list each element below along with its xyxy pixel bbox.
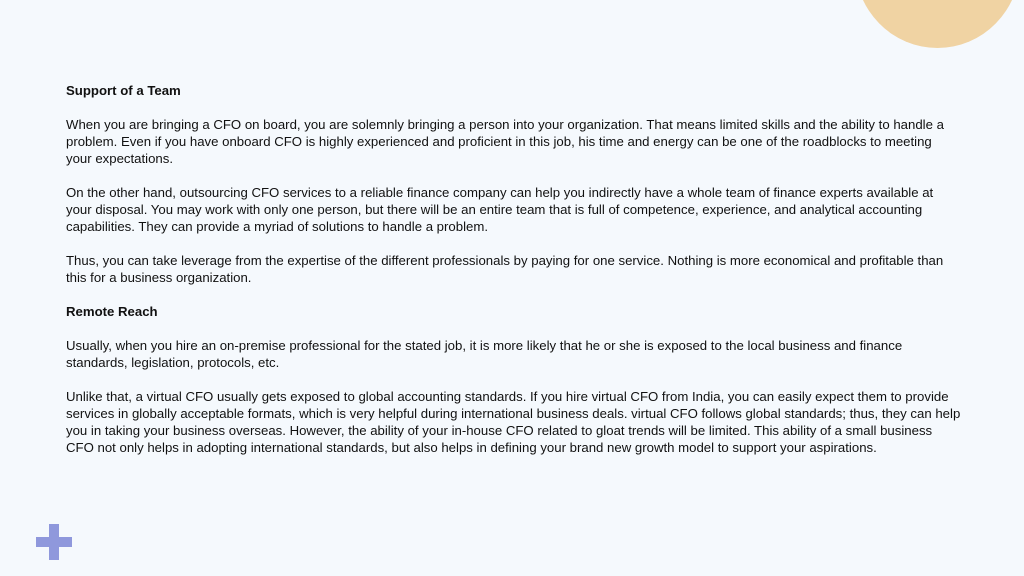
slide-content [66,82,961,473]
paragraph: On the other hand, outsourcing CFO services to a reliable finance company can help you indirectly have a whole team of finance experts available at your disposal. You may work with only one person, but there will be an entire team that is full of competence, experience, and analytical accounting capabilities. They can provide a myriad of solutions to handle a problem. [66,185,934,234]
section-heading-remote-reach: Remote Reach [66,304,158,319]
paragraph: Unlike that, a virtual CFO usually gets exposed to global accounting standards. If you hire virtual CFO from India, you can easily expect them to provide services in globally acceptable formats, which is very helpful during international business deals. virtual CFO follows global standards; thus, they can help you in taking your business overseas. However, the ability of your in-house CFO related to gloat trends will be limited. This ability of a small business CFO not only helps in adopting international standards, but also helps in defining your brand new growth model to support your aspirations. [66,389,961,455]
paragraph: Thus, you can take leverage from the expertise of the different professionals by paying for one service. Nothing is more economical and profitable than this for a business organization. [66,253,944,285]
plus-icon-vertical-bar [49,524,59,560]
plus-icon [36,524,72,560]
paragraph: Usually, when you hire an on-premise professional for the stated job, it is more likely that he or she is exposed to the local business and finance standards, legislation, protocols, etc. [66,338,903,370]
blob-shape-icon [855,0,1020,48]
paragraph: When you are bringing a CFO on board, you are solemnly bringing a person into your organization. That means limited skills and the ability to handle a problem. Even if you have onboard CFO is highly experienced and proficient in this job, his time and energy can be one of the roadblocks to meeting your expectations. [66,117,944,166]
section-heading-support-of-a-team: Support of a Team [66,83,181,98]
